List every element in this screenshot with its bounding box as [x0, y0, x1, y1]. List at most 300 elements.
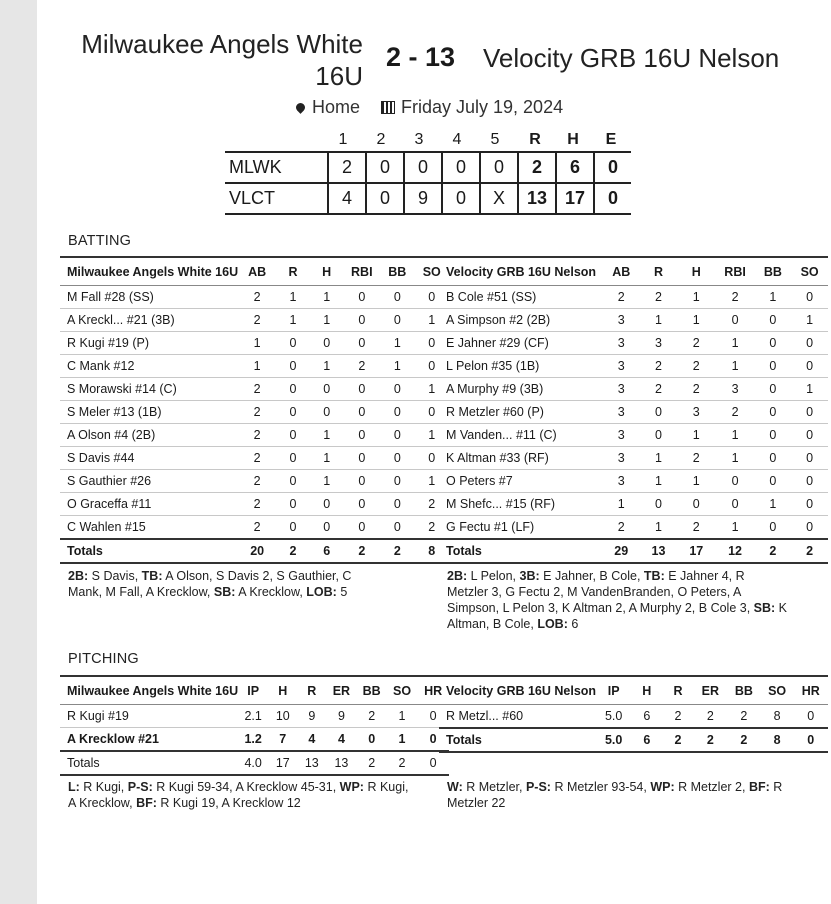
totals-cell: 2 [356, 751, 386, 775]
note-label: 2B: [447, 569, 468, 583]
column-header: H [677, 257, 716, 286]
pitching-notes-home [68, 779, 418, 811]
stat-cell: 0 [344, 516, 381, 540]
stat-cell: 0 [276, 401, 310, 424]
stat-cell: 5.0 [596, 705, 631, 729]
column-header: IP [238, 676, 268, 705]
table-row [439, 705, 828, 729]
game-date-label: Friday July 19, 2024 [401, 97, 564, 117]
table-header-row [439, 676, 828, 705]
stat-cell: 1 [791, 378, 828, 401]
note-text: S Davis, [88, 569, 142, 583]
linescore-hits: 6 [556, 152, 594, 183]
table-row [439, 378, 828, 401]
table-row [60, 355, 449, 378]
stat-cell: 2 [238, 516, 276, 540]
table-row [60, 286, 449, 309]
column-header: H [631, 676, 662, 705]
stat-cell: 0 [791, 286, 828, 309]
totals-label: Totals [60, 539, 238, 563]
note-text: R Metzler, [462, 780, 526, 794]
player-name: R Kugi #19 (P) [60, 332, 238, 355]
table-row [439, 309, 828, 332]
stat-cell: 2 [238, 401, 276, 424]
stat-cell: 0 [276, 493, 310, 516]
table-row [60, 516, 449, 540]
stat-cell: 2 [238, 470, 276, 493]
stat-cell: 2 [640, 355, 677, 378]
note-label: 3B: [519, 569, 540, 583]
column-header: SO [387, 676, 417, 705]
stat-cell: 0 [380, 286, 414, 309]
table-row [439, 401, 828, 424]
linescore-errors: 0 [594, 152, 631, 183]
note-label: 2B: [68, 569, 89, 583]
linescore-runs: 2 [518, 152, 556, 183]
totals-cell: 6 [631, 728, 662, 752]
totals-cell: 2 [662, 728, 693, 752]
boxscore-page [37, 0, 831, 904]
linescore-cell: 4 [328, 183, 366, 214]
stat-cell: 1.2 [238, 728, 268, 752]
stat-cell: 0 [640, 401, 677, 424]
stat-cell: 3 [640, 332, 677, 355]
stat-cell: 2 [238, 378, 276, 401]
note-text: A Olson, S Davis 2, S Gauthier, C Mank, M Fall, A Krecklow, [68, 569, 352, 599]
stat-cell: 0 [791, 332, 828, 355]
player-name: M Fall #28 (SS) [60, 286, 238, 309]
stat-cell: 2 [238, 447, 276, 470]
stat-cell: 1 [716, 332, 755, 355]
totals-cell: 4.0 [238, 751, 268, 775]
player-name: R Metzl... #60 [439, 705, 596, 729]
linescore-cell: 0 [442, 152, 480, 183]
column-header: HR [794, 676, 829, 705]
location-label: Home [312, 97, 361, 117]
stat-cell: 2 [640, 286, 677, 309]
stat-cell: 2 [716, 286, 755, 309]
location-pin-icon [294, 101, 307, 114]
totals-cell: 2 [727, 728, 761, 752]
totals-cell: 13 [326, 751, 356, 775]
table-row [60, 705, 449, 728]
linescore-header-hits: H [567, 131, 579, 148]
final-score: 2 - 13 [386, 42, 456, 72]
stat-cell: 1 [238, 332, 276, 355]
note-label: LOB: [537, 617, 568, 631]
stat-cell: 0 [417, 728, 449, 752]
stat-cell: 0 [415, 355, 449, 378]
note-text: R Metzler 93-54, [550, 780, 651, 794]
stat-cell: 2 [727, 705, 761, 729]
stat-cell: 0 [754, 516, 791, 540]
stat-cell: 1 [716, 516, 755, 540]
linescore-hits: 17 [556, 183, 594, 214]
totals-row [439, 728, 828, 752]
stat-cell: 1 [380, 355, 414, 378]
stat-cell: 0 [415, 401, 449, 424]
stat-cell: 1 [415, 309, 449, 332]
totals-cell: 13 [640, 539, 677, 563]
stat-cell: 2 [238, 493, 276, 516]
note-label: W: [447, 780, 463, 794]
linescore-table [225, 151, 631, 215]
linescore-cell: 0 [480, 152, 518, 183]
totals-cell: 17 [677, 539, 716, 563]
totals-cell: 6 [310, 539, 344, 563]
stat-cell: 0 [791, 470, 828, 493]
totals-cell: 8 [761, 728, 794, 752]
table-row [439, 332, 828, 355]
stat-cell: 0 [754, 309, 791, 332]
stat-cell: 3 [677, 401, 716, 424]
stat-cell: 0 [380, 470, 414, 493]
stat-cell: 9 [326, 705, 356, 728]
totals-cell: 12 [716, 539, 755, 563]
player-name: C Mank #12 [60, 355, 238, 378]
linescore-cell: 0 [442, 183, 480, 214]
stat-cell: 2 [677, 447, 716, 470]
totals-row [60, 751, 449, 775]
stat-cell: 0 [380, 424, 414, 447]
stat-cell: 2 [415, 516, 449, 540]
note-label: BF: [748, 780, 770, 794]
stat-cell: 10 [268, 705, 297, 728]
totals-cell: 0 [794, 728, 829, 752]
totals-cell: 2 [344, 539, 381, 563]
table-header-row [439, 257, 828, 286]
table-row [60, 309, 449, 332]
player-name: M Vanden... #11 (C) [439, 424, 602, 447]
table-row [60, 378, 449, 401]
column-header: R [276, 257, 310, 286]
linescore-row [225, 183, 631, 214]
stat-cell: 1 [310, 309, 344, 332]
totals-cell: 2 [276, 539, 310, 563]
stat-cell: 3 [602, 378, 640, 401]
stat-cell: 1 [415, 378, 449, 401]
stat-cell: 0 [754, 378, 791, 401]
player-name: A Simpson #2 (2B) [439, 309, 602, 332]
stat-cell: 8 [761, 705, 794, 729]
stat-cell: 0 [344, 309, 381, 332]
player-name: C Wahlen #15 [60, 516, 238, 540]
pitching-table-away [439, 675, 828, 753]
stat-cell: 0 [344, 493, 381, 516]
stat-cell: 0 [677, 493, 716, 516]
stat-cell: 0 [344, 332, 381, 355]
stat-cell: 2 [356, 705, 386, 728]
note-label: TB: [643, 569, 665, 583]
player-name: S Morawski #14 (C) [60, 378, 238, 401]
player-name: K Altman #33 (RF) [439, 447, 602, 470]
column-header: BB [356, 676, 386, 705]
linescore-cell: 0 [366, 183, 404, 214]
stat-cell: 2 [677, 332, 716, 355]
stat-cell: 0 [380, 309, 414, 332]
column-header: RBI [344, 257, 381, 286]
player-name: S Meler #13 (1B) [60, 401, 238, 424]
stat-cell: 0 [754, 424, 791, 447]
stat-cell: 0 [344, 378, 381, 401]
totals-label: Totals [439, 728, 596, 752]
stat-cell: 3 [602, 447, 640, 470]
player-name: A Kreckl... #21 (3B) [60, 309, 238, 332]
pitching-notes-away [447, 779, 797, 811]
table-row [60, 470, 449, 493]
stat-cell: 3 [602, 470, 640, 493]
away-team-name: Velocity GRB 16U Nelson [483, 43, 780, 73]
note-text: 6 [567, 617, 579, 631]
linescore-cell: 9 [404, 183, 442, 214]
player-name: S Gauthier #26 [60, 470, 238, 493]
table-row [439, 355, 828, 378]
linescore-cell: 2 [328, 152, 366, 183]
note-label: TB: [141, 569, 163, 583]
stat-cell: 0 [791, 424, 828, 447]
note-label: WP: [339, 780, 364, 794]
stat-cell: 1 [380, 332, 414, 355]
note-text: A Krecklow, [235, 585, 307, 599]
stat-cell: 0 [417, 705, 449, 728]
stat-cell: 1 [640, 309, 677, 332]
totals-cell: 13 [297, 751, 326, 775]
column-header: AB [238, 257, 276, 286]
stat-cell: 1 [238, 355, 276, 378]
table-row [60, 493, 449, 516]
note-text: R Kugi 19, A Krecklow 12 [156, 796, 301, 810]
linescore-row [225, 152, 631, 183]
pitching-table-home [60, 675, 449, 776]
stat-cell: 1 [310, 355, 344, 378]
stat-cell: 1 [310, 286, 344, 309]
linescore-team: VLCT [225, 183, 328, 214]
stat-cell: 0 [716, 309, 755, 332]
column-header: IP [596, 676, 631, 705]
team-header: Velocity GRB 16U Nelson [439, 676, 596, 705]
stat-cell: 0 [276, 332, 310, 355]
stat-cell: 0 [310, 401, 344, 424]
stat-cell: 0 [415, 447, 449, 470]
stat-cell: 0 [716, 470, 755, 493]
stat-cell: 1 [387, 728, 417, 752]
totals-row [439, 539, 828, 563]
player-name: E Jahner #29 (CF) [439, 332, 602, 355]
stat-cell: 2 [344, 355, 381, 378]
linescore-team: MLWK [225, 152, 328, 183]
totals-cell: 0 [417, 751, 449, 775]
stat-cell: 3 [602, 355, 640, 378]
stat-cell: 1 [716, 447, 755, 470]
stat-cell: 1 [754, 286, 791, 309]
note-text: R Kugi, A Krecklow, [68, 780, 409, 810]
column-header: R [640, 257, 677, 286]
batting-notes-home [68, 568, 388, 600]
table-row [60, 332, 449, 355]
stat-cell: 0 [791, 516, 828, 540]
home-team-name: Milwaukee Angels White 16U [81, 29, 363, 91]
linescore-cell: 0 [366, 152, 404, 183]
table-row [439, 493, 828, 516]
note-text: K Altman, B Cole, [447, 601, 787, 631]
stat-cell: 0 [380, 493, 414, 516]
stat-cell: 0 [415, 332, 449, 355]
stat-cell: 0 [794, 705, 829, 729]
stat-cell: 3 [602, 309, 640, 332]
batting-notes-away [447, 568, 787, 632]
stat-cell: 1 [677, 424, 716, 447]
stat-cell: 2 [238, 424, 276, 447]
player-name: B Cole #51 (SS) [439, 286, 602, 309]
stat-cell: 0 [276, 355, 310, 378]
totals-cell: 29 [602, 539, 640, 563]
stat-cell: 3 [602, 401, 640, 424]
stat-cell: 0 [791, 493, 828, 516]
column-header: H [310, 257, 344, 286]
stat-cell: 0 [380, 447, 414, 470]
stat-cell: 0 [754, 447, 791, 470]
stat-cell: 2 [602, 286, 640, 309]
stat-cell: 1 [602, 493, 640, 516]
stat-cell: 1 [677, 309, 716, 332]
stat-cell: 0 [415, 286, 449, 309]
linescore-header: 4 [452, 131, 462, 148]
stat-cell: 1 [415, 470, 449, 493]
stat-cell: 1 [716, 355, 755, 378]
calendar-icon [381, 101, 395, 114]
totals-cell: 2 [380, 539, 414, 563]
column-header: R [662, 676, 693, 705]
player-name: O Peters #7 [439, 470, 602, 493]
stat-cell: 0 [310, 493, 344, 516]
note-text: R Metzler 2, [674, 780, 749, 794]
stat-cell: 0 [276, 424, 310, 447]
column-header: SO [791, 257, 828, 286]
stat-cell: 1 [310, 470, 344, 493]
stat-cell: 0 [380, 401, 414, 424]
stat-cell: 1 [276, 309, 310, 332]
player-name: R Kugi #19 [60, 705, 238, 728]
column-header: BB [380, 257, 414, 286]
stat-cell: 7 [268, 728, 297, 752]
totals-cell: 2 [754, 539, 791, 563]
totals-cell: 17 [268, 751, 297, 775]
stat-cell: 1 [754, 493, 791, 516]
stat-cell: 0 [344, 447, 381, 470]
totals-cell: 2 [694, 728, 728, 752]
stat-cell: 0 [640, 424, 677, 447]
totals-cell: 2 [791, 539, 828, 563]
stat-cell: 1 [640, 516, 677, 540]
column-header: SO [415, 257, 449, 286]
player-name: M Shefc... #15 (RF) [439, 493, 602, 516]
stat-cell: 2 [238, 286, 276, 309]
note-text: E Jahner 4, R Metzler 3, G Fectu 2, M VandenBranden, O Peters, A Simpson, L Pelon 3, K Altman 2, A Murphy 2, B Cole 3, [447, 569, 754, 615]
note-text: R Kugi 59-34, A Krecklow 45-31, [152, 780, 340, 794]
location [296, 97, 360, 118]
linescore-cell: X [480, 183, 518, 214]
player-name: L Pelon #35 (1B) [439, 355, 602, 378]
stat-cell: 3 [602, 424, 640, 447]
player-name: A Olson #4 (2B) [60, 424, 238, 447]
stat-cell: 2 [677, 378, 716, 401]
stat-cell: 0 [754, 355, 791, 378]
player-name: A Murphy #9 (3B) [439, 378, 602, 401]
team-header: Velocity GRB 16U Nelson [439, 257, 602, 286]
note-label: WP: [650, 780, 675, 794]
table-row [60, 728, 449, 752]
stat-cell: 0 [344, 401, 381, 424]
player-name: R Metzler #60 (P) [439, 401, 602, 424]
totals-cell: 8 [415, 539, 449, 563]
table-row [439, 286, 828, 309]
stat-cell: 1 [387, 705, 417, 728]
linescore-header: 2 [376, 131, 386, 148]
column-header: BB [754, 257, 791, 286]
batting-table-away [439, 256, 828, 564]
column-header: R [297, 676, 326, 705]
note-label: LOB: [306, 585, 337, 599]
stat-cell: 1 [791, 309, 828, 332]
table-header-row [60, 676, 449, 705]
game-date [381, 97, 563, 118]
linescore-header: 5 [490, 131, 500, 148]
stat-cell: 0 [754, 470, 791, 493]
column-header: ER [694, 676, 728, 705]
linescore-header: 3 [414, 131, 424, 148]
table-row [439, 516, 828, 540]
player-name: G Fectu #1 (LF) [439, 516, 602, 540]
note-text: R Kugi, [79, 780, 128, 794]
stat-cell: 2 [238, 309, 276, 332]
stat-cell: 1 [640, 470, 677, 493]
stat-cell: 0 [791, 447, 828, 470]
table-row [439, 447, 828, 470]
stat-cell: 1 [677, 470, 716, 493]
stat-cell: 0 [380, 516, 414, 540]
stat-cell: 0 [754, 332, 791, 355]
note-label: P-S: [525, 780, 551, 794]
stat-cell: 3 [602, 332, 640, 355]
note-label: P-S: [127, 780, 153, 794]
team-header: Milwaukee Angels White 16U [60, 257, 238, 286]
stat-cell: 2 [602, 516, 640, 540]
note-text: E Jahner, B Cole, [539, 569, 644, 583]
stat-cell: 1 [415, 424, 449, 447]
note-text: L Pelon, [467, 569, 520, 583]
stat-cell: 1 [716, 424, 755, 447]
stat-cell: 0 [276, 447, 310, 470]
table-row [60, 447, 449, 470]
note-label: L: [68, 780, 80, 794]
stat-cell: 0 [791, 355, 828, 378]
stat-cell: 6 [631, 705, 662, 729]
totals-cell: 2 [387, 751, 417, 775]
batting-section-title: BATTING [68, 233, 132, 249]
linescore-header: 1 [338, 131, 348, 148]
totals-label: Totals [439, 539, 602, 563]
stat-cell: 0 [356, 728, 386, 752]
table-header-row [60, 257, 449, 286]
note-text: R Metzler 22 [447, 780, 783, 810]
totals-label: Totals [60, 751, 238, 775]
totals-cell: 20 [238, 539, 276, 563]
player-name: A Krecklow #21 [60, 728, 238, 752]
stat-cell: 9 [297, 705, 326, 728]
linescore-errors: 0 [594, 183, 631, 214]
stat-cell: 0 [344, 424, 381, 447]
stat-cell: 4 [326, 728, 356, 752]
